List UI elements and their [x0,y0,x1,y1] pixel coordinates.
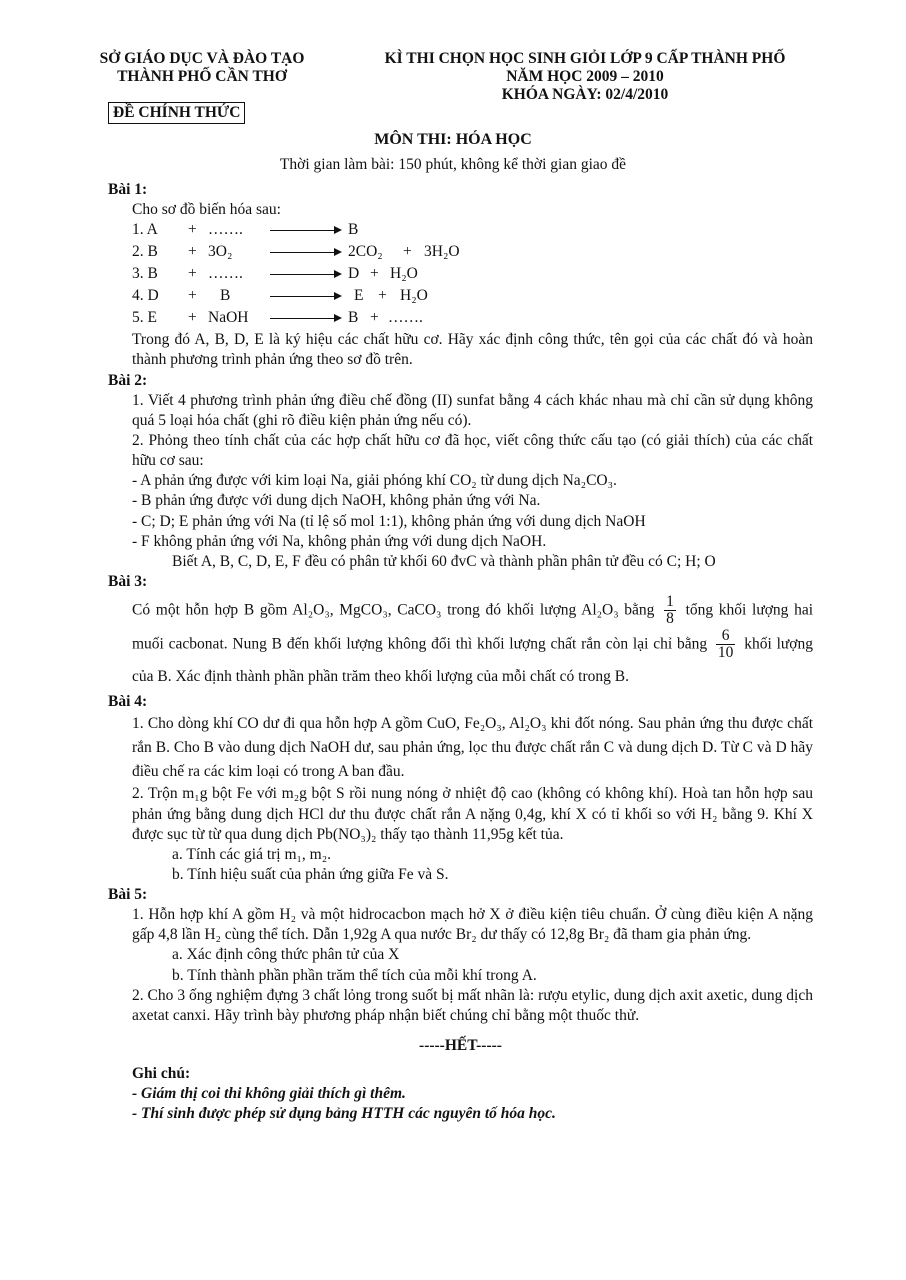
fraction-numerator: 6 [716,628,736,645]
fraction-denominator: 8 [666,610,674,628]
bai2-title: Bài 2: [108,371,148,389]
official-label: ĐỀ CHÍNH THỨC [108,102,245,124]
bai3-text-part: khối lượng của B. Xác định thành phần phần trăm theo khối lượng của mỗi chất có trong B. [132,634,814,686]
reaction-arrow [270,274,340,275]
reaction-product: H₂O [390,265,418,283]
bai3-text [108,594,813,692]
bai5-part2: 2. Cho 3 ống nghiệm đựng 3 chất lỏng trong suốt bị mất nhãn là: rượu etylic, dung dịch axit axetic, dung dịch axetat canxi. Hãy trình bày phương pháp nhận biết chúng chỉ bằng một thuốc thử. [132,986,813,1024]
reaction-product: B [348,221,359,239]
fraction-denominator: 10 [717,643,734,661]
reaction-plus: + [188,243,197,261]
reaction-product: 3H₂O [424,243,460,261]
bai4-item-b: b. Tính hiệu suất của phản ứng giữa Fe và S. [172,865,449,883]
reaction-number: 5. E [132,309,157,327]
bai1-intro: Cho sơ đồ biến hóa sau: [132,201,281,219]
notes-block [108,1064,813,1124]
bai2-part1: 1. Viết 4 phương trình phản ứng điều chế đồng (II) sunfat bằng 4 cách khác nhau mà chỉ cần sử dụng không quá 5 loại hóa chất (ghi rõ điều kiện phản ứng nếu có). [132,391,813,429]
bai4-part2: 2. Trộn m₁g bột Fe với m₂g bột S rồi nung nóng ở nhiệt độ cao (không có không khí). Hoà tan hỗn hợp sau phản ứng bằng dung dịch HCl dư thu được chất rắn A nặng 0,4g, khí X có tỉ khối so với H₂ bằng 9. Khí X được sục từ từ qua dung dịch Pb(NO₃)₂ thấy tạo thành 11,95g kết tủa. [132,785,813,843]
bai3-text-part: tổng khối lượng hai muối cacbonat. Nung B đến khối lượng không đổi thì khối lượng chất rắn còn lại chỉ bằng [132,601,814,652]
bai5-item-b: b. Tính thành phần phần trăm thể tích của mỗi khí trong A. [172,966,537,984]
reaction-plus: + [188,309,197,327]
bai1-text: Trong đó A, B, D, E là ký hiệu các chất hữu cơ. Hãy xác định công thức, tên gọi của các chất đó và hoàn thành phương trình phản ứng theo sơ đồ trên. [132,331,813,369]
reaction-scheme [108,220,813,330]
reaction-row [108,308,813,330]
bai4-item-a: a. Tính các giá trị m₁, m₂. [172,845,332,863]
reaction-plus: + [188,287,197,305]
bai2-item: - A phản ứng được với kim loại Na, giải phóng khí CO₂ từ dung dịch Na₂CO₃. [132,472,617,490]
reaction-row [108,242,813,264]
notes-title: Ghi chú: [132,1065,191,1083]
reaction-reagent: B [220,287,231,305]
city-name: THÀNH PHỐ CẦN THƠ [117,68,287,85]
department-name: SỞ GIÁO DỤC VÀ ĐÀO TẠO [99,50,305,67]
bai2-part2: 2. Phỏng theo tính chất của các hợp chất hữu cơ đã học, viết công thức cấu tạo (có giải thích) của các chất hữu cơ sau: [132,431,813,470]
fraction-numerator: 1 [666,593,674,611]
reaction-plus: + [188,221,197,239]
reaction-arrow [270,230,340,231]
reaction-plus: + [403,243,412,261]
reaction-plus: + [188,265,197,283]
bai4-part1: 1. Cho dòng khí CO dư đi qua hỗn hợp A gồm CuO, Fe₂O₃, Al₂O₃ khi đốt nóng. Sau phản ứng thu được chất rắn B. Cho B vào dung dịch NaOH dư, sau phản ứng, lọc thu được chất rắn C và dung dịch D. Từ C và D hãy điều chế ra các kim loại có trong A ban đầu. [132,715,813,781]
reaction-row [108,286,813,308]
reaction-row [108,264,813,286]
bai5-title: Bài 5: [108,886,148,904]
fraction-six-tenths [716,628,736,662]
reaction-product: B [348,309,359,327]
bai2-item: - F không phản ứng với Na, không phản ứng với dung dịch NaOH. [132,532,547,550]
reaction-plus: + [378,287,387,305]
reaction-product: ……. [388,309,423,327]
reaction-reagent: 3O₂ [208,243,233,261]
reaction-number: 3. B [132,265,158,283]
reaction-arrow [270,318,340,319]
note-item: - Thí sinh được phép sử dụng bảng HTTH các nguyên tố hóa học. [132,1105,556,1123]
bai4-title: Bài 4: [108,693,148,711]
bai2-item: - B phản ứng được với dung dịch NaOH, không phản ứng với Na. [132,492,541,510]
reaction-arrow [270,296,340,297]
exam-header [340,50,830,104]
reaction-product: 2CO₂ [348,243,383,261]
bai5-item-a: a. Xác định công thức phân tử của X [172,946,400,964]
reaction-number: 4. D [132,287,159,305]
reaction-product: D [348,265,360,283]
school-year: NĂM HỌC 2009 – 2010 [506,68,664,85]
reaction-product: E [354,287,364,305]
reaction-reagent: ……. [208,265,243,283]
note-item: - Giám thị coi thi không giải thích gì thêm. [132,1085,406,1103]
bai3-text-part: Có một hỗn hợp B gồm Al₂O₃, MgCO₃, CaCO₃ trong đó khối lượng Al₂O₃ bằng [132,601,655,619]
reaction-arrow [270,252,340,253]
reaction-product: H₂O [400,287,428,305]
bai3-title: Bài 3: [108,572,148,590]
bai1-title: Bài 1: [108,181,148,198]
subject-title: MÔN THI: HÓA HỌC [374,131,532,148]
bai2-item: - C; D; E phản ứng với Na (tỉ lệ số mol 1:1), không phản ứng với dung dịch NaOH [132,512,646,530]
bai2-note: Biết A, B, C, D, E, F đều có phân tử khối 60 đvC và thành phần phân tử đều có C; H; O [172,552,716,570]
reaction-number: 2. B [132,243,158,261]
reaction-plus: + [370,265,379,283]
reaction-row [108,220,813,242]
reaction-reagent: NaOH [208,309,249,327]
reaction-reagent: ……. [208,221,243,239]
bai5-part1: 1. Hỗn hợp khí A gồm H₂ và một hidrocacbon mạch hở X ở điều kiện tiêu chuẩn. Ở cùng điều kiện A nặng gấp 4,8 lần H₂ cùng thể tích. Dẫn 1,92g A qua nước Br₂ dư thấy có 12,8g Br₂ đã tham gia phản ứng. [132,906,813,944]
end-marker: -----HẾT----- [419,1037,502,1055]
duration-text: Thời gian làm bài: 150 phút, không kể thời gian giao đề [279,156,627,173]
exam-title: KÌ THI CHỌN HỌC SINH GIỎI LỚP 9 CẤP THÀNH PHỐ [384,50,786,67]
exam-content [108,180,813,1125]
reaction-number: 1. A [132,221,158,239]
reaction-plus: + [370,309,379,327]
exam-date: KHÓA NGÀY: 02/4/2010 [501,86,669,103]
fraction-one-eighth [664,594,676,628]
department-header [72,50,332,86]
